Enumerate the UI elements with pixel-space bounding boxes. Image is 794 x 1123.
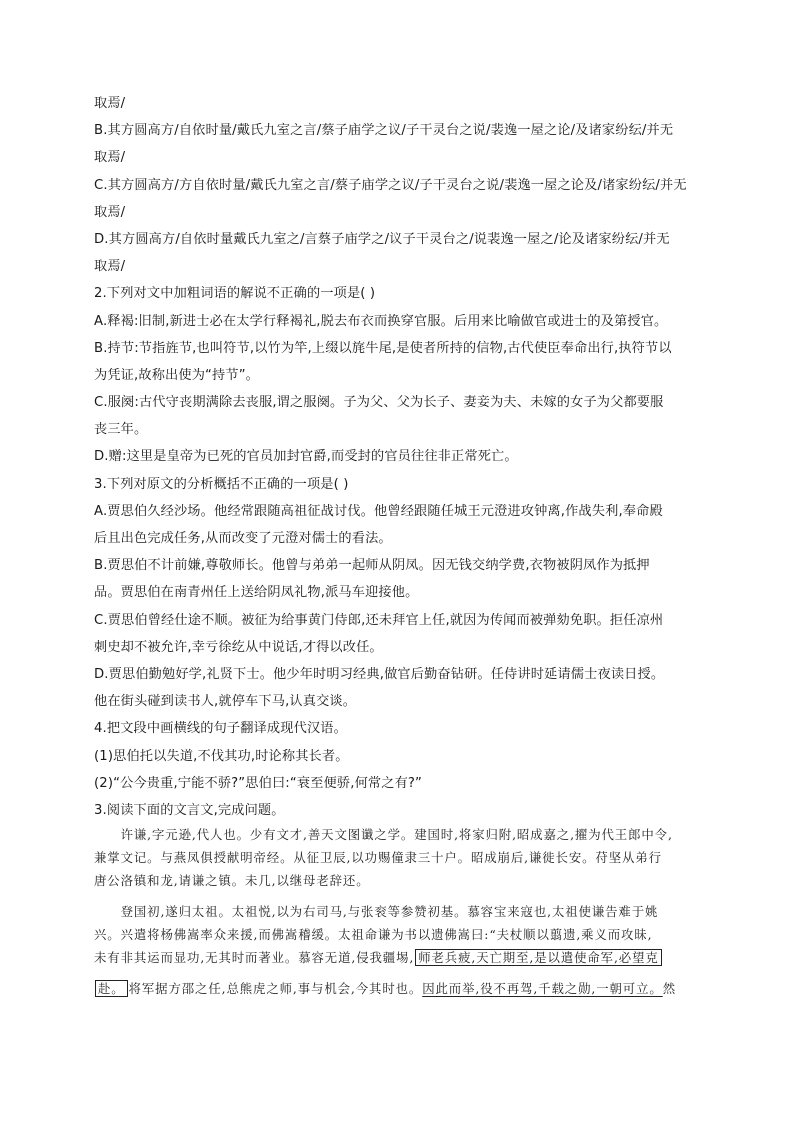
passage-text: 将军据方邵之任,总熊虎之师,事与机会,今其时也。 [128,981,423,996]
passage-text: 未有非其运而显功,无其时而著业。慕容无道,侵我疆埸, [94,950,415,965]
passage-line: 兴。兴遣将杨佛嵩率众来援,而佛嵩稽缓。太祖命谦为书以遗佛嵩曰:“夫杖顺以翦遗,乘义而攻昧, [94,927,653,942]
q3-option-c-continuation: 刺史却不被允许,幸亏徐纥从中说话,才得以改任。 [94,639,383,655]
question-block [94,90,706,824]
section-3-heading: 3.阅读下面的文言文,完成问题。 [94,802,285,818]
q2-option-c-continuation: 丧三年。 [94,422,148,438]
passage-line: 兼掌文记。与燕凤俱授献明帝经。从征卫辰,以功赐僮隶三十户。昭成崩后,谦徙长安。苻坚从弟行 [94,850,662,865]
q3-option-a: A.贾思伯久经沙场。他经常跟随高祖征战讨伐。他曾经跟随任城王元澄进攻钟离,作战失利,奉命殿 [94,503,663,519]
option-d-continuation: 取焉/ [94,259,126,275]
option-c-continuation: 取焉/ [94,204,126,220]
option-c: C.其方圆高方/方自依时量/戴氏九室之言/蔡子庙学之议/子干灵台之说/裴逸一屋之论及/诸家纷纭/并无 [94,177,687,193]
question-4-stem: 4.把文段中画横线的句子翻译成现代汉语。 [94,721,347,737]
question-3-stem: 3.下列对原文的分析概括不正确的一项是( ) [94,476,349,492]
q4-sentence-2: (2)“公今贵重,宁能不骄?”思伯曰:“衰至便骄,何常之有?” [94,775,423,791]
option-b-continuation: 取焉/ [94,96,126,111]
q4-sentence-1: (1)思伯托以失道,不伐其功,时论称其长者。 [94,748,349,764]
passage-text: 然 [662,981,676,996]
q3-option-b: B.贾思伯不计前嫌,尊敬师长。他曾与弟弟一起师从阴凤。因无钱交纳学费,衣物被阴凤作为抵押 [94,558,650,574]
option-b-continuation: 取焉/ [94,150,126,166]
question-2-stem: 2.下列对文中加粗词语的解说不正确的一项是( ) [94,286,376,302]
q2-option-d: D.赠:这里是皇帝为已死的官员加封官爵,而受封的官员往往非正常死亡。 [94,449,518,465]
boxed-sentence: 师老兵疲,天亡期至,是以遣使命军,必望克 [415,949,661,966]
passage-line [94,946,706,969]
q3-option-d-continuation: 他在街头碰到读书人,就停车下马,认真交谈。 [94,694,357,710]
q3-option-c: C.贾思伯曾经仕途不顺。被征为给事黄门侍郎,还未拜官上任,就因为传闻而被弹劾免职。拒任凉州 [94,612,664,628]
boxed-sentence: 赴。 [95,980,128,997]
q2-option-c: C.服阕:古代守丧期满除去丧服,谓之服阕。子为父、父为长子、妻妾为夫、未嫁的女子为父都要服 [94,395,664,411]
underlined-sentence: 因此而举,役不再驾,千载之勋,一朝可立。 [422,981,663,996]
passage-line: 唐公洛镇和龙,请谦之镇。未几,以继母老辞还。 [94,873,370,888]
q3-option-d: D.贾思伯勤勉好学,礼贤下士。他少年时明习经典,做官后勤奋钻研。任侍讲时延请儒士夜读日授。 [94,666,665,682]
passage-line: 登国初,遂归太祖。太祖悦,以为右司马,与张衮等参赞初基。慕容宝来寇也,太祖使谦告难于姚 [94,904,659,919]
classical-passage [94,823,706,1000]
passage-line [94,977,706,1000]
q2-option-b-continuation: 为凭证,故称出使为“持节”。 [94,367,260,383]
q2-option-b: B.持节:节指旌节,也叫符节,以竹为竿,上缀以旄牛尾,是使者所持的信物,古代使臣奉命出行,执符节以 [94,340,672,356]
option-b: B.其方圆高方/自依时量/戴氏九室之言/蔡子庙学之议/子干灵台之说/裴逸一屋之论/及诸家纷纭/并无 [94,123,674,139]
option-d: D.其方圆高方/自依时量戴氏九室之/言蔡子庙学之/议子干灵台之/说裴逸一屋之/论及诸家纷纭/并无 [94,231,670,247]
q3-option-b-continuation: 品。贾思伯在南青州任上送给阴凤礼物,派马车迎接他。 [94,585,419,601]
q3-option-a-continuation: 后且出色完成任务,从而改变了元澄对儒士的看法。 [94,531,392,546]
passage-line: 许谦,字元逊,代人也。少有文才,善天文图谶之学。建国时,将家归附,昭成嘉之,擢为代王郎中令, [94,827,673,842]
q2-option-a: A.释褐:旧制,新进士必在太学行释褐礼,脱去布衣而换穿官服。后用来比喻做官或进士的及第授官。 [94,313,668,329]
